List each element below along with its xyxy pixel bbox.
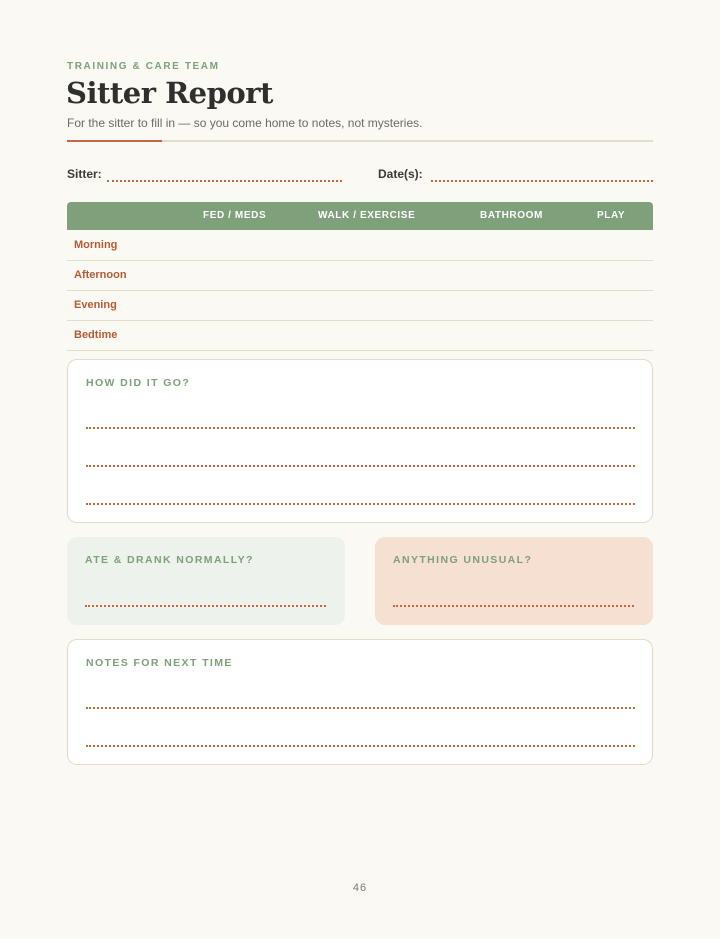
notes-next-time-card [67, 639, 653, 765]
header-divider-accent [67, 140, 162, 142]
column-header-walk-exercise: WALK / EXERCISE [318, 210, 416, 221]
table-row-afternoon[interactable] [67, 260, 653, 291]
dates-field[interactable] [431, 180, 653, 182]
page-title: Sitter Report [66, 76, 273, 110]
anything-unusual-title: ANYTHING UNUSUAL? [393, 554, 533, 566]
writing-line[interactable] [86, 745, 635, 747]
table-row-morning[interactable] [67, 230, 653, 261]
table-row-bedtime[interactable] [67, 320, 653, 351]
row-label-evening: Evening [74, 299, 117, 311]
how-did-it-go-card [67, 359, 653, 523]
column-header-play: PLAY [597, 210, 626, 221]
how-did-it-go-title: HOW DID IT GO? [86, 377, 191, 389]
writing-line[interactable] [86, 427, 635, 429]
ate-drank-card [67, 537, 345, 625]
dates-label: Date(s): [378, 167, 423, 181]
notes-next-time-title: NOTES FOR NEXT TIME [86, 657, 233, 669]
writing-line[interactable] [85, 605, 326, 607]
page-subtitle: For the sitter to fill in — so you come home to notes, not mysteries. [67, 116, 423, 130]
writing-line[interactable] [86, 503, 635, 505]
row-label-morning: Morning [74, 239, 118, 251]
column-header-fed-meds: FED / MEDS [203, 210, 267, 221]
table-row-evening[interactable] [67, 290, 653, 321]
row-label-afternoon: Afternoon [74, 269, 127, 281]
page-number: 46 [352, 882, 368, 894]
column-header-bathroom: BATHROOM [480, 210, 543, 221]
sitter-label: Sitter: [67, 167, 102, 181]
anything-unusual-card [375, 537, 653, 625]
writing-line[interactable] [86, 465, 635, 467]
row-label-bedtime: Bedtime [74, 329, 118, 341]
section-eyebrow: TRAINING & CARE TEAM [67, 61, 220, 72]
ate-drank-title: ATE & DRANK NORMALLY? [85, 554, 254, 566]
schedule-table-header [67, 202, 653, 230]
sitter-field[interactable] [107, 180, 342, 182]
writing-line[interactable] [86, 707, 635, 709]
writing-line[interactable] [393, 605, 634, 607]
